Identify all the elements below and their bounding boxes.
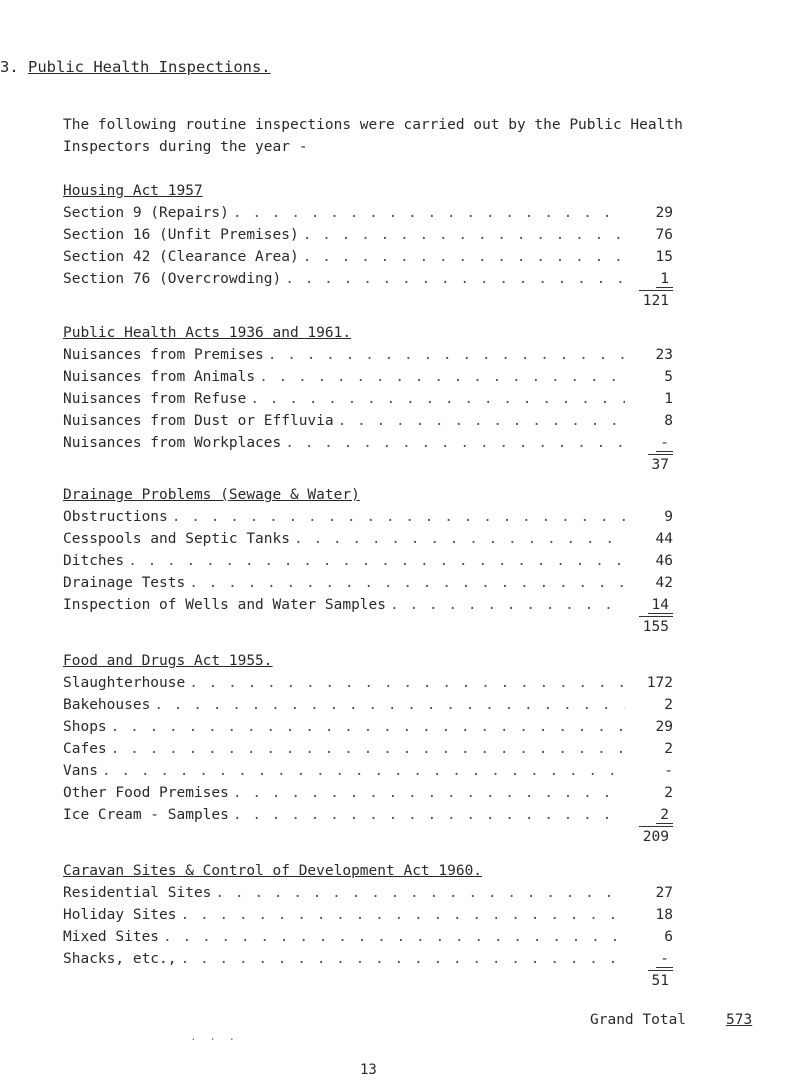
leader-dots — [229, 804, 625, 826]
table-row — [63, 528, 673, 550]
row-label: Obstructions — [63, 509, 168, 525]
total-value: 209 — [639, 826, 673, 847]
row-value: 1 — [664, 391, 673, 407]
leader-dots — [299, 246, 625, 268]
total-value: 37 — [648, 454, 673, 475]
leader-dots — [281, 268, 625, 290]
leader-dots — [159, 926, 625, 948]
table-row — [63, 572, 673, 594]
table-row — [63, 804, 673, 826]
table-row — [63, 246, 673, 268]
row-label: Section 76 (Overcrowding) — [63, 271, 282, 287]
leader-dots — [386, 594, 625, 616]
row-value: 14 — [648, 597, 673, 614]
row-label: Shacks, etc., — [63, 951, 177, 967]
row-value: 6 — [664, 929, 673, 945]
leader-dots — [168, 506, 625, 528]
row-value: 46 — [655, 553, 673, 569]
total-value: 121 — [639, 290, 673, 311]
table-row — [63, 550, 673, 572]
row-label: Section 16 (Unfit Premises) — [63, 227, 299, 243]
row-label: Other Food Premises — [63, 785, 229, 801]
row-label: Nuisances from Animals — [63, 369, 256, 385]
row-label: Holiday Sites — [63, 907, 177, 923]
table-row — [63, 782, 673, 804]
section-title: Caravan Sites & Control of Development Act 1960. — [63, 863, 483, 879]
row-value: 9 — [664, 509, 673, 525]
leader-dots — [150, 694, 625, 716]
section-total — [63, 290, 673, 312]
row-label: Cesspools and Septic Tanks — [63, 531, 290, 547]
row-label: Section 42 (Clearance Area) — [63, 249, 299, 265]
row-value: - — [664, 763, 673, 779]
row-value-wrap — [625, 594, 673, 616]
table-row — [63, 506, 673, 528]
public-health-acts-section — [63, 322, 673, 476]
leader-dots — [107, 716, 625, 738]
leader-dots — [185, 672, 625, 694]
row-label: Nuisances from Dust or Effluvia — [63, 413, 334, 429]
table-row — [63, 410, 673, 432]
leader-dots — [211, 882, 625, 904]
table-row — [63, 594, 673, 616]
table-row — [63, 432, 673, 454]
row-value: 8 — [664, 413, 673, 429]
faint-margin-mark: · · · — [190, 1033, 239, 1046]
row-value: 2 — [664, 785, 673, 801]
table-row — [63, 882, 673, 904]
table-row — [63, 904, 673, 926]
section-total — [63, 970, 673, 992]
row-label: Drainage Tests — [63, 575, 186, 591]
section-title: Food and Drugs Act 1955. — [63, 653, 273, 669]
row-value: 2 — [664, 697, 673, 713]
row-label: Nuisances from Premises — [63, 347, 264, 363]
table-row — [63, 948, 673, 970]
leader-dots — [229, 202, 625, 224]
row-label: Slaughterhouse — [63, 675, 186, 691]
row-value: - — [656, 435, 673, 452]
row-label: Bakehouses — [63, 697, 151, 713]
section-total — [63, 616, 673, 638]
heading-number: 3. — [0, 58, 19, 76]
row-value-wrap — [625, 432, 673, 454]
section-title: Drainage Problems (Sewage & Water) — [63, 487, 360, 503]
row-value: 172 — [646, 675, 673, 691]
caravan-sites-section — [63, 860, 673, 992]
table-row — [63, 202, 673, 224]
table-row — [63, 738, 673, 760]
row-value: - — [656, 951, 673, 968]
row-label: Ice Cream - Samples — [63, 807, 229, 823]
leader-dots — [107, 738, 625, 760]
row-label: Nuisances from Workplaces — [63, 435, 282, 451]
heading-title: Public Health Inspections. — [28, 58, 271, 76]
leader-dots — [264, 344, 625, 366]
row-value: 2 — [664, 741, 673, 757]
row-value: 44 — [655, 531, 673, 547]
section-total — [63, 826, 673, 848]
total-value: 155 — [639, 616, 673, 637]
row-value-wrap — [625, 948, 673, 970]
row-label: Residential Sites — [63, 885, 212, 901]
row-label: Mixed Sites — [63, 929, 160, 945]
row-value-wrap — [625, 804, 673, 826]
row-label: Cafes — [63, 741, 107, 757]
drainage-section — [63, 484, 673, 638]
row-value: 29 — [655, 205, 673, 221]
section-title: Public Health Acts 1936 and 1961. — [63, 325, 352, 341]
row-value: 23 — [655, 347, 673, 363]
leader-dots — [255, 366, 625, 388]
row-label: Vans — [63, 763, 98, 779]
row-value: 15 — [655, 249, 673, 265]
table-row — [63, 926, 673, 948]
row-value: 5 — [664, 369, 673, 385]
row-label: Shops — [63, 719, 107, 735]
food-drugs-section — [63, 650, 673, 848]
leader-dots — [185, 572, 625, 594]
grand-total-label: Grand Total — [590, 1012, 687, 1028]
row-label: Section 9 (Repairs) — [63, 205, 229, 221]
row-label: Inspection of Wells and Water Samples — [63, 597, 387, 613]
table-row — [63, 224, 673, 246]
grand-total-value: 573 — [726, 1012, 753, 1028]
leader-dots — [281, 432, 625, 454]
leader-dots — [177, 904, 626, 926]
leader-dots — [98, 760, 625, 782]
row-value: 18 — [655, 907, 673, 923]
table-row — [63, 366, 673, 388]
leader-dots — [246, 388, 625, 410]
table-row — [63, 344, 673, 366]
row-value: 76 — [655, 227, 673, 243]
table-row — [63, 388, 673, 410]
row-value: 42 — [655, 575, 673, 591]
section-total — [63, 454, 673, 476]
row-label: Nuisances from Refuse — [63, 391, 247, 407]
row-value: 29 — [655, 719, 673, 735]
row-value: 2 — [656, 807, 673, 824]
table-row — [63, 716, 673, 738]
housing-act-section — [63, 180, 673, 312]
section-title: Housing Act 1957 — [63, 183, 203, 199]
leader-dots — [177, 948, 626, 970]
row-value-wrap — [625, 268, 673, 290]
row-value: 1 — [656, 271, 673, 288]
total-value: 51 — [648, 970, 673, 991]
leader-dots — [334, 410, 625, 432]
leader-dots — [124, 550, 625, 572]
leader-dots — [229, 782, 625, 804]
leader-dots — [299, 224, 625, 246]
table-row — [63, 672, 673, 694]
table-row — [63, 694, 673, 716]
table-row — [63, 268, 673, 290]
section-heading — [0, 58, 271, 76]
table-row — [63, 760, 673, 782]
leader-dots — [290, 528, 625, 550]
row-label: Ditches — [63, 553, 125, 569]
page-number: 13 — [360, 1062, 377, 1078]
intro-text: The following routine inspections were carried out by the Public Health Inspectors during the year - — [63, 117, 683, 155]
row-value: 27 — [655, 885, 673, 901]
